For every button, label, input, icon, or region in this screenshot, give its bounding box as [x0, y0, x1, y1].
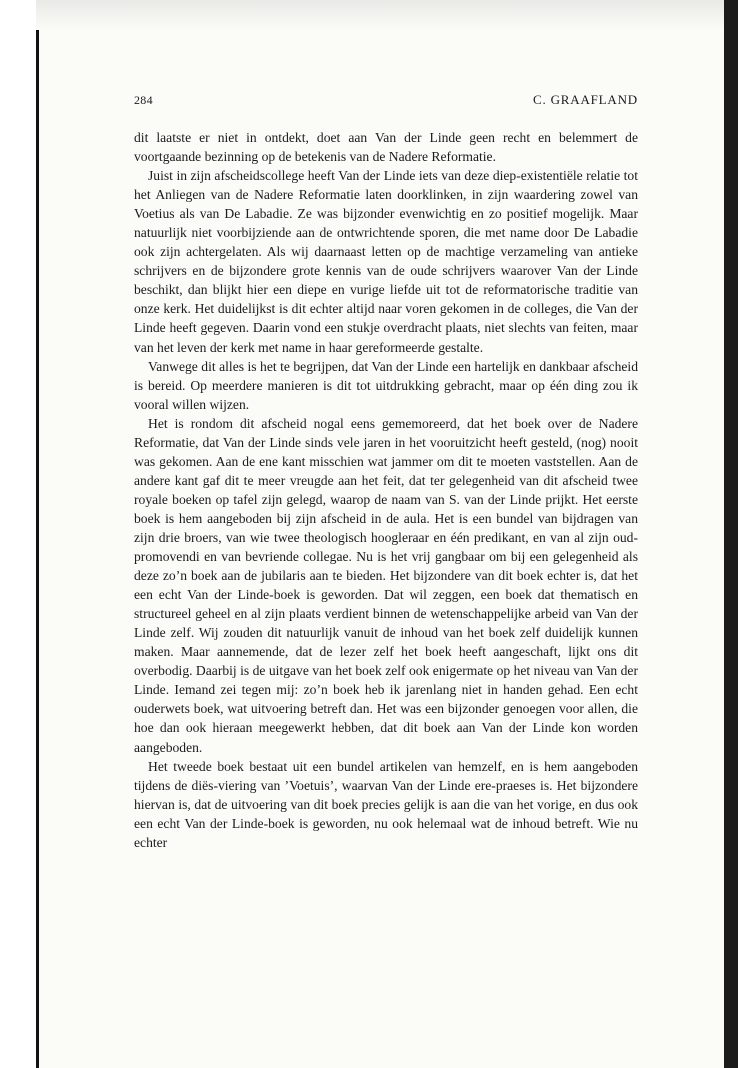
document-page	[134, 92, 638, 852]
scan-right-edge	[724, 0, 738, 1068]
paragraph: Vanwege dit alles is het te begrijpen, dat Van der Linde een hartelijk en dankbaar afscheid is bereid. Op meerdere manieren is dit tot uitdrukking gebracht, maar op één ding zou ik vooral willen wijzen.	[134, 358, 638, 412]
scan-top-shadow	[36, 0, 738, 30]
paragraph: Het tweede boek bestaat uit een bundel artikelen van hemzelf, en is hem aangeboden tijdens de diës-viering van ’Voetuis’, waarvan Van der Linde ere-praeses is. Het bijzondere hiervan is, dat de uitvoering van dit boek precies gelijk is aan die van het vorige, en dus ook een echt Van der Linde-boek is geworden, nu ook helemaal wat de inhoud betreft. Wie nu echter	[134, 758, 638, 850]
scan-left-margin	[0, 0, 39, 1068]
body-text	[134, 128, 638, 852]
paragraph-continuation: dit laatste er niet in ontdekt, doet aan Van der Linde geen recht en belemmert de voortgaande bezinning op de betekenis van de Nadere Reformatie.	[134, 130, 638, 165]
running-head-author: C. GRAAFLAND	[533, 92, 638, 107]
paragraph: Het is rondom dit afscheid nogal eens gememoreerd, dat het boek over de Nadere Reformatie, dat Van der Linde sinds vele jaren in het vooruitzicht heeft gesteld, (nog) nooit was gekomen. Aan de ene kant misschien wat jammer om dit te moeten vaststellen. Aan de andere kant gaf dit te meer vreugde aan het feit, dat ter gelegenheid van dit afscheid twee royale boeken op tafel zijn gelegd, waarop de naam van S. van der Linde prijkt. Het eerste boek is hem aangeboden bij zijn afscheid in de aula. Het is een bundel van bijdragen van zijn drie broers, van wie twee theologisch hoogleraar en één predikant, en van al zijn oud-promovendi en van bevriende collegae. Nu is het vrij gangbaar om bij een gelegenheid als deze zo’n boek aan de jubilaris aan te bieden. Het bijzondere van dit boek echter is, dat het een echt Van der Linde-boek is geworden. Dat wil zeggen, een boek dat thematisch en structureel geheel en al zijn plaats verdient binnen de wetenschappelijke arbeid van Van der Linde zelf. Wij zouden dit natuurlijk vanuit de inhoud van het boek zelf duidelijk kunnen maken. Maar aannemende, dat de lezer zelf het boek heeft aangeschaft, lijkt ons dit overbodig. Daarbij is de uitgave van het boek zelf ook enigermate op het niveau van Van der Linde. Iemand zei tegen mij: zo’n boek heb ik jarenlang niet in handen gehad. Een echt ouderwets boek, wat uitvoering betreft dan. Het was een bijzonder genoegen voor allen, die hoe dan ook hieraan meegewerkt hebben, dat dit boek aan Van der Linde kon worden aangeboden.	[134, 415, 638, 755]
page-number: 284	[134, 93, 153, 107]
paragraph: Juist in zijn afscheidscollege heeft Van der Linde iets van deze diep-existentiële relatie tot het Anliegen van de Nadere Reformatie laten doorklinken, in zijn waardering zowel van Voetius als van De Labadie. Ze was bijzonder evenwichtig en zo positief mogelijk. Maar natuurlijk niet voorbijziende aan de ontwrichtende sporen, die met name door De Labadie ook zijn achtergelaten. Als wij daarnaast letten op de machtige verzameling van antieke schrijvers en de bijzondere grote kennis van de oude schrijvers waarover Van der Linde beschikt, dan blijkt hier een diepe en vurige liefde uit tot de reformatorische traditie van onze kerk. Het duidelijkst is dit echter altijd naar voren gekomen in de colleges, die Van der Linde heeft gegeven. Daarin vond een stukje overdracht plaats, niet slechts van feiten, maar van het leven der kerk met name in haar gereformeerde gestalte.	[134, 168, 638, 355]
running-head	[134, 92, 638, 108]
